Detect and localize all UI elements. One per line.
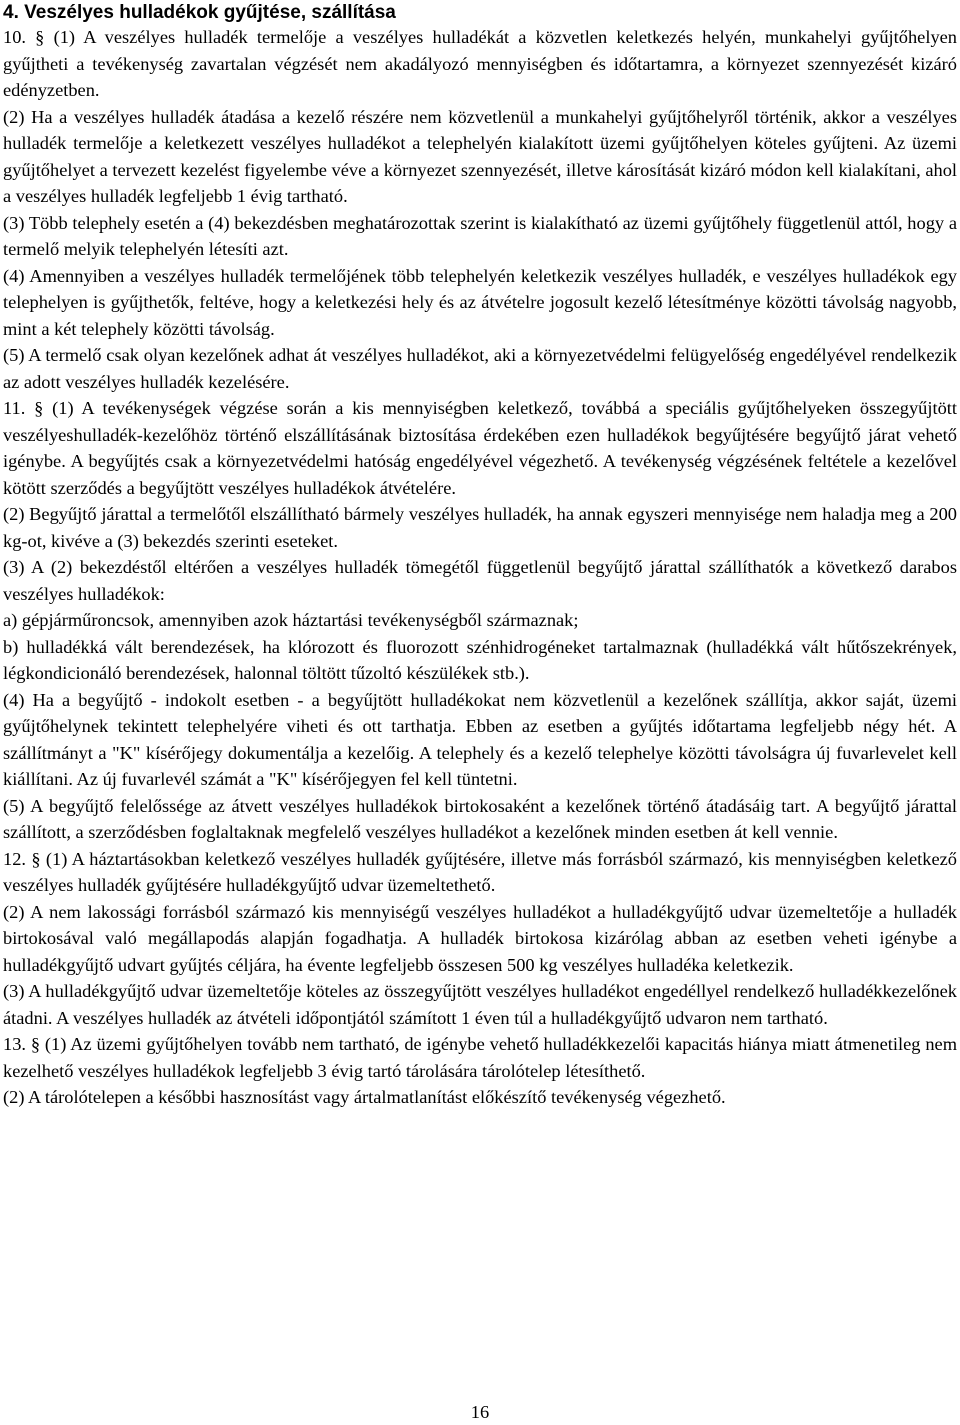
paragraph-10-2: (2) Ha a veszélyes hulladék átadása a kezelő részére nem közvetlenül a munkahelyi gyűjtőhelyről történik, akkor a veszélyes hulladék termelője a keletkezett veszélyes hulladékot a telephelyén kialakított üzemi gyűjtőhelyen köteles gyűjteni. Az üzemi gyűjtőhelyet a tervezett kezelést figyelembe véve a környezet szennyezését, illetve károsítását kizáró módon kell kialakítani, ahol a veszélyes hulladék legfeljebb 1 évig tartható. <box>3 106 957 206</box>
paragraph-12-1: 12. § (1) A háztartásokban keletkező veszélyes hulladék gyűjtésére, illetve más forrásból származó, kis mennyiségben keletkező veszélyes hulladék gyűjtésére hulladékgyűjtő udvar üzemeltethető. <box>3 848 957 895</box>
page-number: 16 <box>470 1402 490 1422</box>
paragraph-10-5: (5) A termelő csak olyan kezelőnek adhat át veszélyes hulladékot, aki a környezetvédelmi felügyelőség engedélyével rendelkezik az adott veszélyes hulladék kezelésére. <box>3 345 957 392</box>
paragraph-11-3: (3) A (2) bekezdéstől eltérően a veszélyes hulladék tömegétől függetlenül begyűjtő járattal szállíthatók a következő darabos veszélyes hulladékok: <box>3 557 957 604</box>
document-body <box>3 24 957 1111</box>
paragraph-13-1: 13. § (1) Az üzemi gyűjtőhelyen tovább nem tartható, de igénybe vehető hulladékkezelői kapacitás hiánya miatt átmenetileg nem kezelhető veszélyes hulladékok legfeljebb 3 évig tartó tárolására tárolótelep létesíthető. <box>3 1034 957 1081</box>
paragraph-11-4: (4) Ha a begyűjtő - indokolt esetben - a begyűjtött hulladékokat nem közvetlenül a kezelőnek szállítja, akkor saját, üzemi gyűjtőhelynek tekintett telephelyére viheti és ott tarthatja. Ebben az esetben a gyűjtés időtartama legfeljebb négy hét. A szállítmányt a "K" kísérőjegy dokumentálja a kezelőig. A telephely és a kezelő telephelye közötti távolságra új fuvarlevelet kell kiállítani. Az új fuvarlevél számát a "K" kísérőjegyen fel kell tüntetni. <box>3 689 957 789</box>
list-item-a: a) gépjárműroncsok, amennyiben azok háztartási tevékenységből származnak; <box>3 610 579 630</box>
document-page <box>3 0 957 1111</box>
list-item-b: b) hulladékká vált berendezések, ha klórozott és fluorozott szénhidrogéneket tartalmaznak (hulladékká vált hűtőszekrények, légkondicionáló berendezések, halonnal töltött tűzoltó készülékek stb.). <box>3 636 957 683</box>
paragraph-10-4: (4) Amennyiben a veszélyes hulladék termelőjének több telephelyén keletkezik veszélyes hulladék, e veszélyes hulladékok egy telephelyen is gyűjthetők, feltéve, hogy a keletkezési hely és az átvételre jogosult kezelő létesítménye közötti távolság nagyobb, mint a két telephely közötti távolság. <box>3 265 957 339</box>
paragraph-12-2: (2) A nem lakossági forrásból származó kis mennyiségű veszélyes hulladékot a hulladékgyűjtő udvar üzemeltetője a hulladék birtokosával való megállapodás alapján fogadhatja. A hulladék birtokosa kizárólag abban az esetben veheti igénybe a hulladékgyűjtő udvart gyűjtés céljára, ha évente legfeljebb összesen 500 kg veszélyes hulladéka keletkezik. <box>3 901 957 975</box>
paragraph-10-3: (3) Több telephely esetén a (4) bekezdésben meghatározottak szerint is kialakítható az üzemi gyűjtőhely függetlenül attól, hogy a termelő melyik telephelyén létesíti azt. <box>3 212 957 259</box>
paragraph-13-2: (2) A tárolótelepen a későbbi hasznosítást vagy ártalmatlanítást előkészítő tevékenység végezhető. <box>3 1087 726 1107</box>
section-heading: 4. Veszélyes hulladékok gyűjtése, szállítása <box>3 2 396 23</box>
paragraph-12-3: (3) A hulladékgyűjtő udvar üzemeltetője köteles az összegyűjtött veszélyes hulladékot engedéllyel rendelkező hulladékkezelőnek átadni. A veszélyes hulladék az átvételi időpontjától számított 1 éven túl a hulladékgyűjtő udvaron nem tartható. <box>3 981 957 1028</box>
paragraph-11-1: 11. § (1) A tevékenységek végzése során a kis mennyiségben keletkező, továbbá a speciális gyűjtőhelyeken összegyűjtött veszélyeshulladék-kezelőhöz történő elszállításának biztosítása érdekében ezen hulladékok begyűjtésére begyűjtő járat vehető igénybe. A begyűjtés csak a környezetvédelmi hatóság engedélyével végezhető. A tevékenység végzésének feltétele a kezelővel kötött szerződés a begyűjtött veszélyes hulladékok átvételére. <box>3 398 957 498</box>
paragraph-11-5: (5) A begyűjtő felelőssége az átvett veszélyes hulladékok birtokosaként a kezelőnek történő átadásáig tart. A begyűjtő járattal szállított, a szerződésben foglaltaknak megfelelő veszélyes hulladékot a kezelőnek minden esetben át kell vennie. <box>3 795 957 842</box>
paragraph-11-2: (2) Begyűjtő járattal a termelőtől elszállítható bármely veszélyes hulladék, ha annak egyszeri mennyisége nem haladja meg a 200 kg-ot, kivéve a (3) bekezdés szerinti eseteket. <box>3 504 957 551</box>
paragraph-10-1: 10. § (1) A veszélyes hulladék termelője a veszélyes hulladékát a közvetlen keletkezés helyén, munkahelyi gyűjtőhelyen gyűjtheti a tevékenység zavartalan végzését nem akadályozó mennyiségben és időtartamra, a környezet szennyezését kizáró edényzetben. <box>3 27 957 100</box>
